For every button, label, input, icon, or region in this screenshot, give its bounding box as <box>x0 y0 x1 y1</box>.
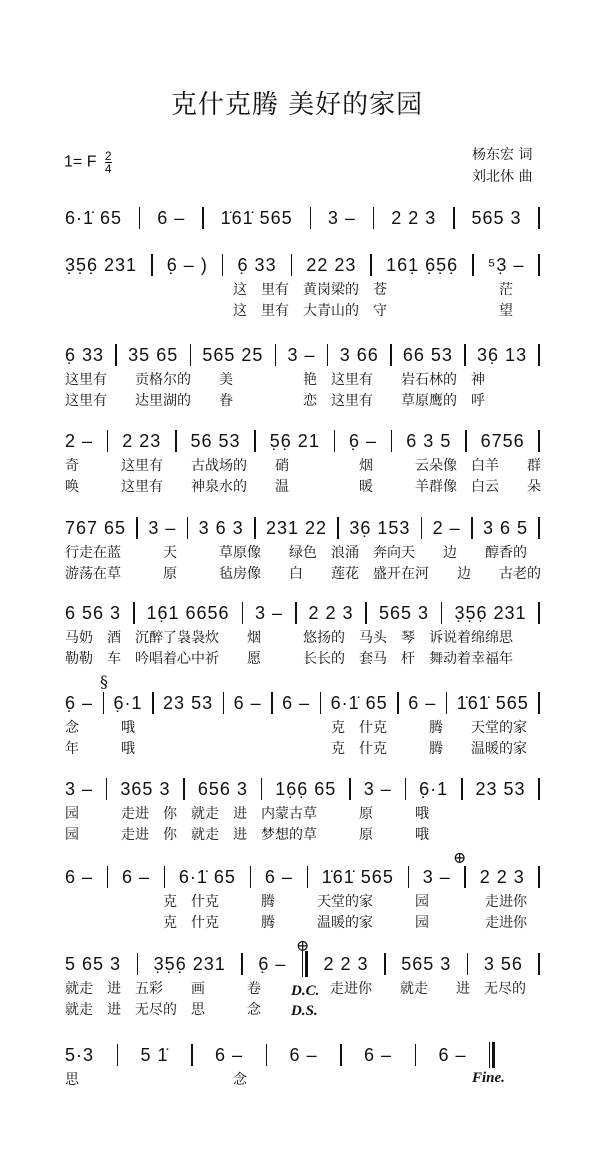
measure: 565 25 <box>202 344 264 365</box>
lyric-line-1: 就走 进 五彩 画 卷 <box>65 981 261 997</box>
measure: 23 53 <box>475 778 526 799</box>
barline <box>254 517 256 539</box>
notation-row <box>65 516 540 540</box>
measure: 6 – <box>233 692 262 713</box>
barline <box>187 517 189 539</box>
barline <box>223 692 225 714</box>
measure: 6 – <box>363 1044 393 1065</box>
measure: 767 65 <box>65 517 127 538</box>
barline <box>349 778 351 800</box>
segno-icon: § <box>100 672 108 691</box>
measure: 6 – <box>408 692 437 713</box>
composer-credit: 刘北休 曲 <box>472 169 533 185</box>
measure: 3̣5̣6̣ 231 <box>153 953 226 974</box>
barline <box>538 254 540 276</box>
measure: 3 – <box>287 344 316 365</box>
measure: 161̣ 6̣5̣6̣ <box>386 254 459 275</box>
barline <box>538 517 540 539</box>
lyric-line-1: 思 念 <box>65 1072 247 1088</box>
song-title: 克什克腾 美好的家园 <box>170 90 424 120</box>
barline <box>467 953 469 975</box>
barline <box>222 254 224 276</box>
barline <box>340 1044 342 1066</box>
lyric-line-1: 克 什克 腾 天堂的家 园 走进你 <box>65 894 527 910</box>
measure: 3 6 3 <box>198 517 244 538</box>
notation-row <box>65 865 540 889</box>
barline <box>464 866 466 888</box>
barline <box>408 866 410 888</box>
barline <box>465 430 467 452</box>
measure: 6 – <box>157 207 186 228</box>
barline <box>538 866 540 888</box>
measure: ⁵3̣ – <box>487 254 525 275</box>
measure: 6̣ – ) <box>166 254 208 275</box>
lyric-line-2: 游荡在草 原 毡房像 白 莲花 盛开在河 边 古老的 <box>65 566 541 582</box>
lyric-line-1: 这里有 贡格尔的 美 艳 这里有 岩石林的 神 <box>65 372 485 388</box>
barline <box>250 866 252 888</box>
measure: 565 3 <box>401 953 452 974</box>
time-signature <box>105 150 112 175</box>
measure: 1̇61̇ 565 <box>321 866 394 887</box>
barline <box>446 692 448 714</box>
measure: 5 65 3 <box>65 953 122 974</box>
barline <box>337 517 339 539</box>
barline <box>538 207 540 229</box>
measure: 6·1̇ 65 <box>330 692 388 713</box>
barline <box>117 1044 119 1066</box>
measure: 6̣·1 <box>419 778 449 799</box>
barline <box>191 1044 193 1066</box>
measure: 3 – <box>148 517 177 538</box>
lyric-line-2: 克 什克 腾 温暖的家 园 走进你 <box>65 915 527 931</box>
measure: 16̣1 6656 <box>146 602 230 623</box>
measure: 6 – <box>289 1044 318 1065</box>
key-signature <box>64 150 112 175</box>
barline <box>106 778 108 800</box>
barline <box>538 430 540 452</box>
measure: 23 53 <box>163 692 214 713</box>
barline <box>471 517 473 539</box>
barline <box>139 207 141 229</box>
measure: 6 3 5 <box>406 430 452 451</box>
lyric-line-1: 马奶 酒 沉醉了袅袅炊 烟 悠扬的 马头 琴 诉说着绵绵思 <box>65 630 513 646</box>
coda-icon: ⊕ <box>296 936 310 955</box>
measure: 56 53 <box>190 430 241 451</box>
barline <box>275 344 277 366</box>
measure: 6 – <box>282 692 311 713</box>
measure: 2 – <box>65 430 94 451</box>
measure: 3 6 5 <box>482 517 529 538</box>
measure: 2 2 3 <box>308 602 354 623</box>
barline <box>538 692 540 714</box>
barline <box>370 254 372 276</box>
barline <box>107 866 109 888</box>
barline <box>453 207 455 229</box>
barline <box>538 953 540 975</box>
barline <box>327 344 329 366</box>
measure: 6 – <box>65 866 94 887</box>
dc-marking: D.C. <box>291 983 320 999</box>
lyric-line-2: 勒勒 车 吟唱着心中祈 愿 长长的 套马 杆 舞动着幸福年 <box>65 651 513 667</box>
barline <box>291 254 293 276</box>
notation-row <box>65 777 540 801</box>
barline <box>464 344 466 366</box>
barline <box>261 778 263 800</box>
barline <box>391 430 393 452</box>
measure: 66 53 <box>402 344 453 365</box>
barline <box>461 778 463 800</box>
lyric-line-1: 行走在蓝 天 草原像 绿色 浪涌 奔向天 边 醇香的 <box>65 545 527 561</box>
barline <box>538 344 540 366</box>
ds-marking: D.S. <box>291 1003 318 1019</box>
measure: 6 – <box>121 866 150 887</box>
lyric-line-2: 这 里有 大青山的 守 望 <box>65 303 513 319</box>
measure: 36̣ 13 <box>477 344 528 365</box>
measure: 3̣5̣6̣ 231 <box>65 254 138 275</box>
notation-row <box>65 952 540 976</box>
barline <box>310 207 312 229</box>
measure: 3 56 <box>483 953 523 974</box>
notation-row <box>65 1043 495 1067</box>
lyric-line-2: 就走 进 无尽的 思 念 <box>65 1002 261 1018</box>
measure: 6 – <box>438 1044 467 1065</box>
barline <box>405 778 407 800</box>
barline <box>441 602 443 624</box>
barline <box>373 207 375 229</box>
measure: 3 – <box>327 207 356 228</box>
lyric-line-1-continued: 走进你 就走 进 无尽的 <box>330 981 526 997</box>
measure: 656 3 <box>197 778 248 799</box>
barline <box>397 692 399 714</box>
measure: 6·1̇ 65 <box>65 207 123 228</box>
barline <box>307 866 309 888</box>
notation-row <box>65 253 540 277</box>
barline <box>103 692 105 714</box>
barline <box>266 1044 268 1066</box>
measure: 231 22 <box>265 517 328 538</box>
lyric-line-1: 园 走进 你 就走 进 内蒙古草 原 哦 <box>65 806 429 822</box>
measure: 6̣·1 <box>113 692 143 713</box>
lyric-line-2: 这里有 达里湖的 眷 恋 这里有 草原鹰的 呼 <box>65 393 485 409</box>
lyric-line-1: 这 里有 黄岗梁的 苍 茫 <box>65 282 513 298</box>
barline <box>421 517 423 539</box>
measure: 5 1̇ <box>140 1044 169 1065</box>
measure: 6̣ – <box>258 953 287 974</box>
measure: 36̣ 153 <box>349 517 411 538</box>
time-bottom: 4 <box>104 162 112 176</box>
measure: 3 – <box>422 866 451 887</box>
notation-row <box>65 429 540 453</box>
barline <box>164 866 166 888</box>
barline <box>334 430 336 452</box>
measure: 6·1̇ 65 <box>178 866 236 887</box>
barline <box>538 602 540 624</box>
barline <box>384 953 386 975</box>
measure: 2 2 3 <box>391 207 437 228</box>
barline <box>365 602 367 624</box>
measure: 6 – <box>264 866 293 887</box>
barline <box>133 602 135 624</box>
lyric-line-1: 奇 这里有 古战场的 硝 烟 云朵像 白羊 群 <box>65 458 541 474</box>
lyric-line-1: 念 哦 克 什克 腾 天堂的家 <box>65 720 527 736</box>
measure: 22 23 <box>306 254 357 275</box>
barline <box>137 953 139 975</box>
barline <box>190 344 192 366</box>
barline <box>295 602 297 624</box>
barline <box>241 953 243 975</box>
barline <box>202 207 204 229</box>
barline <box>538 778 540 800</box>
barline <box>152 692 154 714</box>
notation-row <box>65 691 540 715</box>
measure: 3 – <box>363 778 392 799</box>
measure: 6̣ 33 <box>65 344 105 365</box>
measure: 2 2 3 <box>323 953 369 974</box>
measure: 6̣ 33 <box>237 254 277 275</box>
key-label: 1= F <box>64 153 97 171</box>
measure: 1̇61̇ 565 <box>220 207 293 228</box>
fine-marking: Fine. <box>472 1070 505 1086</box>
barline <box>271 692 273 714</box>
lyric-line-2: 唤 这里有 神泉水的 温 暖 羊群像 白云 朵 <box>65 479 541 495</box>
measure: 565 3 <box>378 602 429 623</box>
measure: 3 – <box>255 602 284 623</box>
barline <box>183 778 185 800</box>
measure: 3̣5̣6̣ 231 <box>454 602 527 623</box>
measure: 5̣6̣ 21 <box>269 430 320 451</box>
lyric-line-2: 年 哦 克 什克 腾 温暖的家 <box>65 741 527 757</box>
barline <box>136 517 138 539</box>
measure: 16̣6̣ 65 <box>275 778 337 799</box>
measure: 2 2 3 <box>479 866 525 887</box>
barline <box>415 1044 417 1066</box>
barline <box>115 344 117 366</box>
final-barline <box>489 1042 495 1068</box>
barline <box>151 254 153 276</box>
notation-row <box>65 206 540 230</box>
measure: 3 – <box>65 778 94 799</box>
lyricist-credit: 杨东宏 词 <box>472 147 533 163</box>
measure: 6756 <box>480 430 525 451</box>
measure: 3 66 <box>339 344 379 365</box>
barline <box>320 692 322 714</box>
measure: 2 – <box>432 517 461 538</box>
measure: 5·3 <box>65 1044 95 1065</box>
measure: 6 – <box>214 1044 244 1065</box>
coda-icon: ⊕ <box>453 848 467 867</box>
measure: 2 23 <box>122 430 162 451</box>
notation-row <box>65 601 540 625</box>
barline <box>472 254 474 276</box>
measure: 6 56 3 <box>65 602 122 623</box>
lyric-line-2: 园 走进 你 就走 进 梦想的草 原 哦 <box>65 827 429 843</box>
barline <box>390 344 392 366</box>
measure: 35 65 <box>128 344 179 365</box>
barline <box>107 430 109 452</box>
measure: 1̇61̇ 565 <box>456 692 529 713</box>
barline <box>242 602 244 624</box>
barline <box>175 430 177 452</box>
time-top: 2 <box>104 149 112 163</box>
notation-row <box>65 343 540 367</box>
barline <box>254 430 256 452</box>
measure: 6̣ – <box>65 692 94 713</box>
measure: 6̣ – <box>349 430 378 451</box>
measure: 565 3 <box>471 207 522 228</box>
measure: 365 3 <box>120 778 171 799</box>
